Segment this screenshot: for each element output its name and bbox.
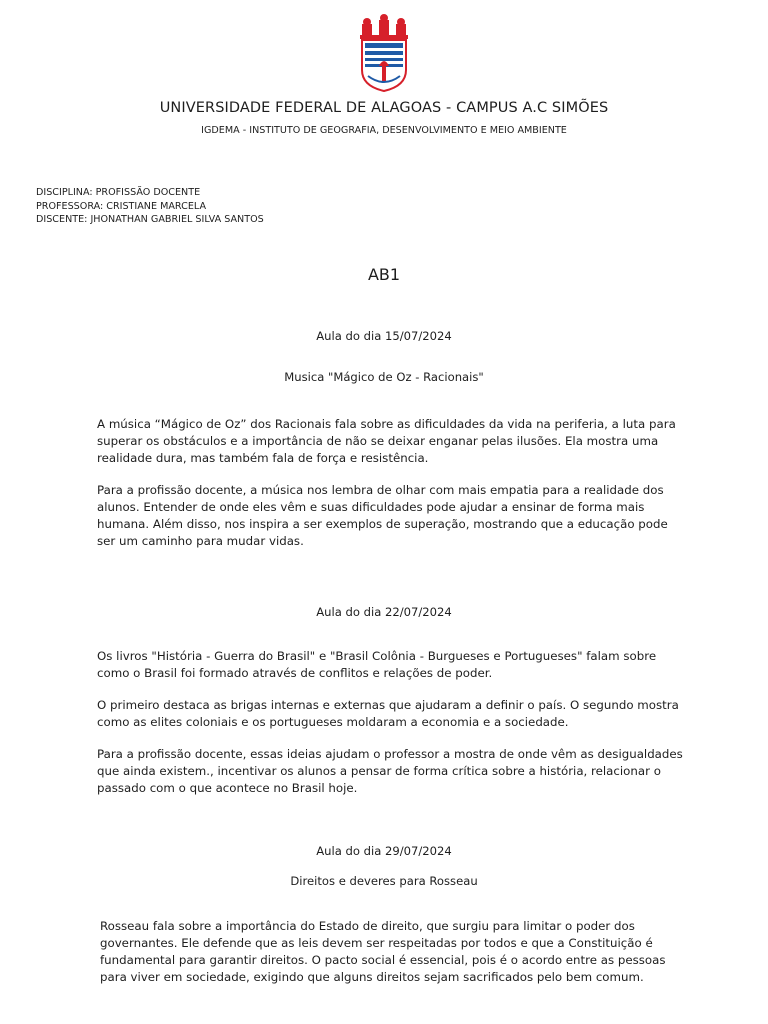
lesson-date: Aula do dia 22/07/2024	[316, 605, 452, 619]
paragraph: Os livros "História - Guerra do Brasil" e "Brasil Colônia - Burgueses e Portugueses" falam sobre como o Brasil foi formado através de conflitos e relações de poder.	[97, 649, 657, 680]
lesson-subtitle: Musica "Mágico de Oz - Racionais"	[284, 370, 484, 384]
paragraph: A música “Mágico de Oz” dos Racionais fala sobre as dificuldades da vida na periferia, a luta para superar os obstáculos e a importância de não se deixar enganar pelas ilusões. Ela mostra uma realidade dura, mas também fala de força e resistência.	[97, 417, 676, 465]
student-line: DISCENTE: JHONATHAN GABRIEL SILVA SANTOS	[36, 214, 264, 225]
discipline-line: DISCIPLINA: PROFISSÃO DOCENTE	[36, 187, 201, 198]
lesson-date: Aula do dia 15/07/2024	[316, 329, 452, 343]
paragraph: Para a profissão docente, essas ideias ajudam o professor a mostra de onde vêm as desigualdades que ainda existem., incentivar os alunos a pensar de forma crítica sobre a história, relacionar o passado com o que acontece no Brasil hoje.	[97, 747, 683, 795]
university-title: UNIVERSIDADE FEDERAL DE ALAGOAS - CAMPUS A.C SIMÕES	[159, 100, 609, 116]
paragraph: Para a profissão docente, a música nos lembra de olhar com mais empatia para a realidade dos alunos. Entender de onde eles vêm e suas dificuldades pode ajudar a ensinar de forma mais humana. Além disso, nos inspira a ser exemplos de superação, mostrando que a educação pode ser um caminho para mudar vidas.	[97, 483, 668, 548]
university-crest-icon	[358, 14, 410, 92]
professor-line: PROFESSORA: CRISTIANE MARCELA	[36, 200, 207, 212]
institute-title: IGDEMA - INSTITUTO DE GEOGRAFIA, DESENVOLVIMENTO E MEIO AMBIENTE	[201, 125, 567, 136]
document-title: AB1	[367, 265, 401, 284]
paragraph: Rosseau fala sobre a importância do Estado de direito, que surgiu para limitar o poder dos governantes. Ele defende que as leis devem ser respeitadas por todos e que a Constituição é fundamental para garantir direitos. O pacto social é essencial, pois é o acordo entre as pessoas para viver em sociedade, exigindo que alguns direitos sejam sacrificados pelo bem comum.	[100, 919, 666, 984]
course-info	[36, 186, 264, 227]
lesson-subtitle: Direitos e deveres para Rosseau	[290, 874, 478, 888]
lesson-date: Aula do dia 29/07/2024	[316, 844, 452, 858]
paragraph: O primeiro destaca as brigas internas e externas que ajudaram a definir o país. O segundo mostra como as elites coloniais e os portugueses moldaram a economia e a sociedade.	[97, 698, 679, 729]
